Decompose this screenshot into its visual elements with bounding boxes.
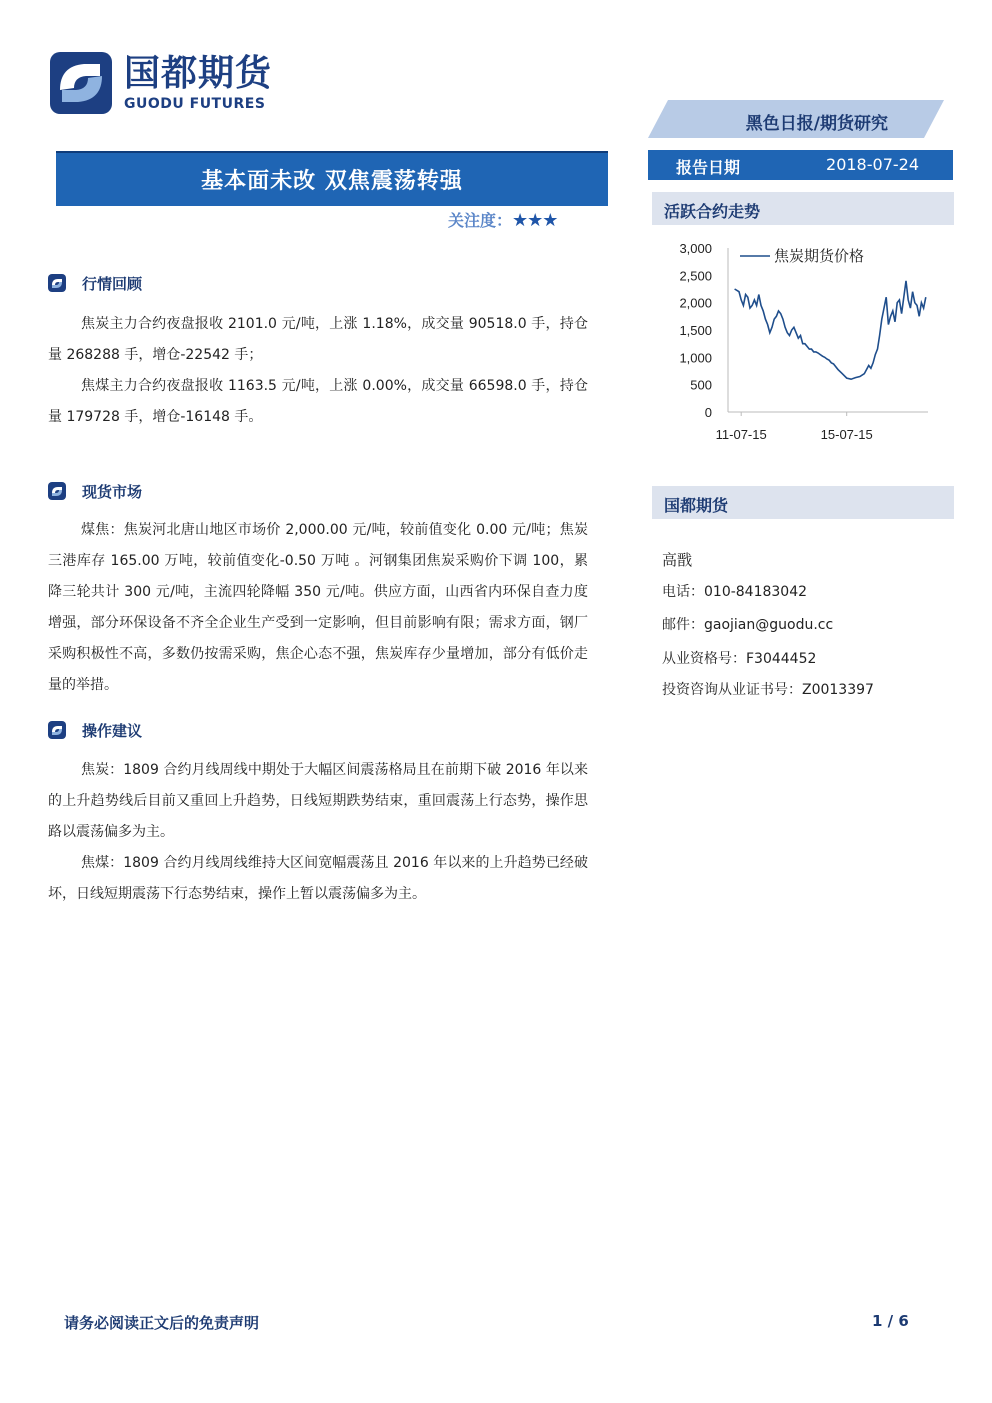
attention-rating — [448, 208, 557, 231]
sidebar-header-company — [652, 486, 954, 519]
section-bullet-icon — [48, 721, 66, 739]
coke-futures-price-chart — [652, 232, 952, 447]
chart-y-tick-label: 1,000 — [679, 350, 712, 366]
section-header-market-review — [48, 272, 248, 296]
chart-y-tick-label: 2,500 — [679, 268, 712, 284]
analyst-name: 高戬 — [662, 551, 693, 569]
report-date-bar — [648, 150, 953, 180]
attention-stars: ★★★ — [512, 210, 558, 231]
section-title: 操作建议 — [82, 722, 143, 740]
logo-english-name: GUODU FUTURES — [124, 96, 266, 112]
spot-market-paragraph: 煤焦：焦炭河北唐山地区市场价 2,000.00 元/吨，较前值变化 0.00 元/吨；焦炭三港库存 165.00 万吨，较前值变化-0.50 万吨 。河钢集团焦炭采购价下调 100，累降三轮共计 300 元/吨，主流四轮降幅 350 元/吨。供应方面，山西省内环保自查力度增强，部分环保设备不齐全企业生产受到一定影响，但目前影响有限；需求方面，钢厂采购积极性不高，多数仍按需采购，焦企心态不强，焦炭库存少量增加，部分有低价走量的举措。 — [48, 522, 588, 693]
section-title: 行情回顾 — [82, 275, 143, 293]
logo-chinese-name: 国都期货 — [124, 53, 273, 94]
chart-y-tick-label: 0 — [704, 405, 712, 420]
section-header-advice — [48, 719, 248, 743]
sidebar-header-chart — [652, 192, 954, 225]
chart-y-tick-label: 500 — [690, 377, 712, 393]
advice-coke: 焦炭：1809 合约月线周线中期处于大幅区间震荡格局且在前期下破 2016 年以来的上升趋势线后目前又重回上升趋势，日线短期跌势结束，重回震荡上行态势，操作思路以震荡偏多为主。 — [48, 762, 588, 840]
market-review-coking-coal: 焦煤主力合约夜盘报收 1163.5 元/吨，上涨 0.00%，成交量 66598.0 手，持仓量 179728 手，增仓-16148 手。 — [48, 378, 588, 425]
report-category: 黑色日报/期货研究 — [745, 114, 888, 134]
report-date-value: 2018-07-24 — [826, 155, 919, 174]
analyst-advisory-cert: 投资咨询从业证书号：Z0013397 — [662, 682, 874, 698]
section-header-spot-market — [48, 480, 248, 504]
analyst-phone: 电话：010-84183042 — [662, 584, 808, 600]
report-date-label: 报告日期 — [676, 158, 741, 177]
section-bullet-icon — [48, 274, 66, 292]
chart-x-tick-label: 15-07-15 — [820, 427, 873, 442]
chart-y-tick-label: 3,000 — [679, 241, 712, 256]
advice-coking-coal: 焦煤：1809 合约月线周线维持大区间宽幅震荡且 2016 年以来的上升趋势已经破坏，日线短期震荡下行态势结束，操作上暂以震荡偏多为主。 — [48, 855, 588, 902]
sidebar-company-title: 国都期货 — [664, 496, 729, 515]
report-category-banner — [648, 100, 944, 138]
section-bullet-icon — [48, 482, 66, 500]
company-logo — [50, 52, 300, 122]
section-title: 现货市场 — [82, 483, 143, 501]
report-title: 基本面未改 双焦震荡转强 — [201, 169, 463, 194]
chart-y-tick-label: 1,500 — [679, 323, 712, 338]
chart-x-tick-label: 11-07-15 — [715, 427, 767, 442]
attention-label: 关注度： — [448, 211, 513, 230]
analyst-qualification: 从业资格号：F3044452 — [662, 651, 817, 667]
market-review-coke: 焦炭主力合约夜盘报收 2101.0 元/吨，上涨 1.18%，成交量 90518.0 手，持仓量 268288 手，增仓-22542 手； — [48, 316, 588, 363]
guodu-logo-mark-icon — [50, 52, 112, 114]
footer-disclaimer[interactable]: 请务必阅读正文后的免责声明 — [64, 1314, 260, 1332]
chart-y-tick-label: 2,000 — [679, 295, 712, 311]
chart-series-line — [735, 281, 926, 379]
title-bar — [56, 151, 608, 206]
analyst-email: 邮件：gaojian@guodu.cc — [662, 617, 834, 633]
sidebar-chart-title: 活跃合约走势 — [664, 202, 761, 221]
page-number: 1 / 6 — [872, 1312, 909, 1330]
chart-legend-label: 焦炭期货价格 — [774, 247, 865, 265]
